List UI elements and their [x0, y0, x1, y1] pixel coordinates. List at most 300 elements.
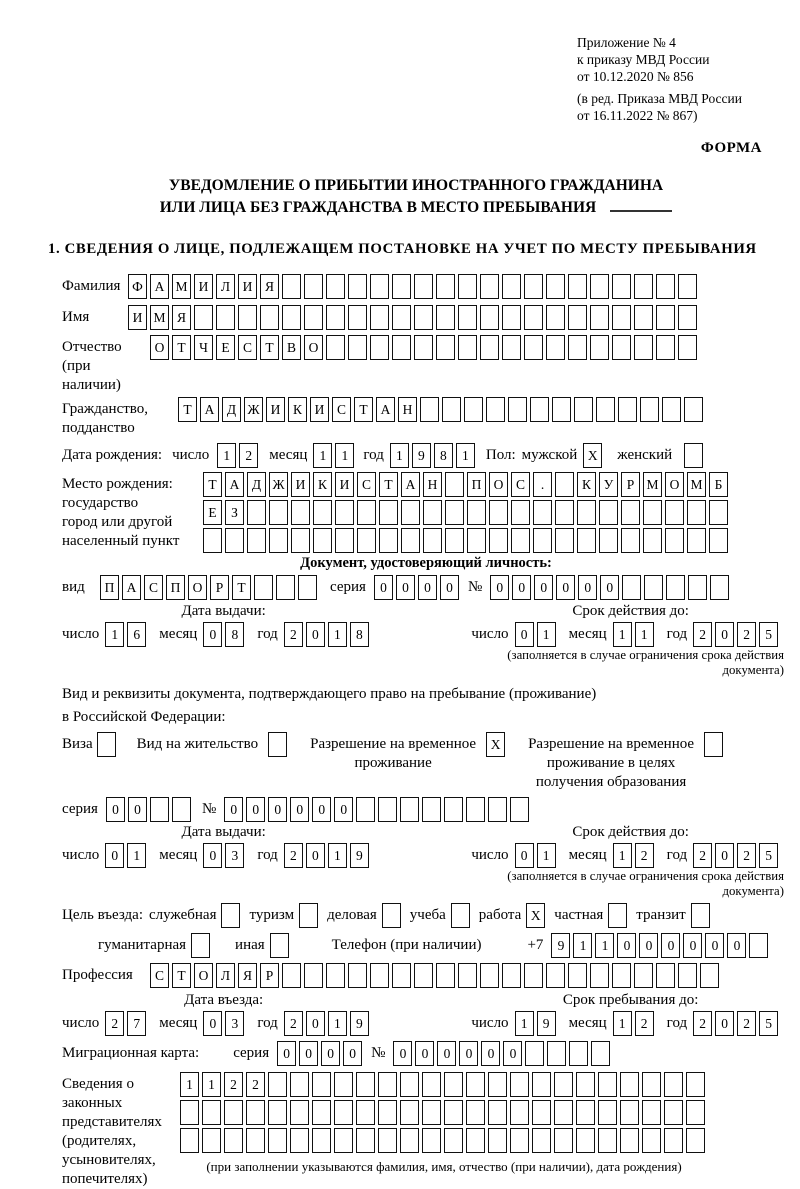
- char-cell[interactable]: [598, 1072, 617, 1097]
- char-cell[interactable]: [532, 1100, 551, 1125]
- char-cell[interactable]: К: [577, 472, 596, 497]
- char-cell[interactable]: [467, 500, 486, 525]
- char-cell[interactable]: А: [150, 274, 169, 299]
- char-cell[interactable]: [348, 335, 367, 360]
- char-cell[interactable]: [392, 274, 411, 299]
- char-cell[interactable]: [590, 963, 609, 988]
- char-cell[interactable]: [574, 397, 593, 422]
- char-cell[interactable]: П: [166, 575, 185, 600]
- char-cell[interactable]: М: [150, 305, 169, 330]
- char-cell[interactable]: С: [144, 575, 163, 600]
- char-cell[interactable]: 5: [759, 843, 778, 868]
- char-cell[interactable]: [488, 1072, 507, 1097]
- char-cell[interactable]: [644, 575, 663, 600]
- char-cell[interactable]: 9: [350, 1011, 369, 1036]
- char-cell[interactable]: [378, 797, 397, 822]
- char-cell[interactable]: Ф: [128, 274, 147, 299]
- char-cell[interactable]: Ж: [244, 397, 263, 422]
- char-cell[interactable]: [260, 305, 279, 330]
- char-cell[interactable]: [370, 305, 389, 330]
- char-cell[interactable]: [568, 274, 587, 299]
- char-cell[interactable]: [268, 1072, 287, 1097]
- char-cell[interactable]: 0: [515, 622, 534, 647]
- char-cell[interactable]: X: [526, 903, 545, 928]
- char-cell[interactable]: [370, 274, 389, 299]
- char-cell[interactable]: [678, 305, 697, 330]
- char-cell[interactable]: 2: [737, 622, 756, 647]
- char-cell[interactable]: [687, 528, 706, 553]
- char-cell[interactable]: [444, 797, 463, 822]
- char-cell[interactable]: [304, 963, 323, 988]
- char-cell[interactable]: [502, 305, 521, 330]
- char-cell[interactable]: [422, 1128, 441, 1153]
- char-cell[interactable]: [180, 1100, 199, 1125]
- char-cell[interactable]: [634, 305, 653, 330]
- char-cell[interactable]: [510, 1128, 529, 1153]
- char-cell[interactable]: [444, 1128, 463, 1153]
- char-cell[interactable]: 9: [412, 443, 431, 468]
- char-cell[interactable]: О: [489, 472, 508, 497]
- char-cell[interactable]: [467, 528, 486, 553]
- char-cell[interactable]: 5: [759, 1011, 778, 1036]
- char-cell[interactable]: [172, 797, 191, 822]
- char-cell[interactable]: Л: [216, 274, 235, 299]
- char-cell[interactable]: [466, 797, 485, 822]
- char-cell[interactable]: О: [150, 335, 169, 360]
- char-cell[interactable]: 0: [437, 1041, 456, 1066]
- char-cell[interactable]: 0: [715, 622, 734, 647]
- char-cell[interactable]: 0: [306, 843, 325, 868]
- char-cell[interactable]: [312, 1128, 331, 1153]
- char-cell[interactable]: [458, 963, 477, 988]
- char-cell[interactable]: 3: [225, 1011, 244, 1036]
- char-cell[interactable]: Я: [238, 963, 257, 988]
- char-cell[interactable]: [547, 1041, 566, 1066]
- char-cell[interactable]: 1: [313, 443, 332, 468]
- char-cell[interactable]: [608, 903, 627, 928]
- char-cell[interactable]: [576, 1128, 595, 1153]
- char-cell[interactable]: [621, 500, 640, 525]
- char-cell[interactable]: 0: [600, 575, 619, 600]
- char-cell[interactable]: [436, 335, 455, 360]
- char-cell[interactable]: [422, 797, 441, 822]
- char-cell[interactable]: 0: [106, 797, 125, 822]
- char-cell[interactable]: [643, 528, 662, 553]
- char-cell[interactable]: 0: [396, 575, 415, 600]
- char-cell[interactable]: [612, 274, 631, 299]
- char-cell[interactable]: [678, 963, 697, 988]
- char-cell[interactable]: [400, 1072, 419, 1097]
- char-cell[interactable]: [422, 1072, 441, 1097]
- char-cell[interactable]: [348, 305, 367, 330]
- char-cell[interactable]: [282, 274, 301, 299]
- char-cell[interactable]: [442, 397, 461, 422]
- char-cell[interactable]: [298, 575, 317, 600]
- char-cell[interactable]: [247, 500, 266, 525]
- char-cell[interactable]: [276, 575, 295, 600]
- char-cell[interactable]: Т: [172, 335, 191, 360]
- char-cell[interactable]: [290, 1072, 309, 1097]
- char-cell[interactable]: [392, 335, 411, 360]
- char-cell[interactable]: 2: [284, 1011, 303, 1036]
- char-cell[interactable]: С: [238, 335, 257, 360]
- char-cell[interactable]: 0: [290, 797, 309, 822]
- char-cell[interactable]: [97, 732, 116, 757]
- char-cell[interactable]: 1: [613, 1011, 632, 1036]
- char-cell[interactable]: [357, 528, 376, 553]
- char-cell[interactable]: [656, 335, 675, 360]
- char-cell[interactable]: [546, 963, 565, 988]
- char-cell[interactable]: [480, 274, 499, 299]
- char-cell[interactable]: [524, 335, 543, 360]
- char-cell[interactable]: Т: [178, 397, 197, 422]
- char-cell[interactable]: 0: [534, 575, 553, 600]
- char-cell[interactable]: [532, 1128, 551, 1153]
- char-cell[interactable]: [665, 528, 684, 553]
- char-cell[interactable]: [444, 1100, 463, 1125]
- char-cell[interactable]: А: [401, 472, 420, 497]
- char-cell[interactable]: [662, 397, 681, 422]
- char-cell[interactable]: [665, 500, 684, 525]
- char-cell[interactable]: 0: [556, 575, 575, 600]
- char-cell[interactable]: [370, 335, 389, 360]
- char-cell[interactable]: 8: [350, 622, 369, 647]
- char-cell[interactable]: 2: [737, 1011, 756, 1036]
- char-cell[interactable]: 0: [617, 933, 636, 958]
- char-cell[interactable]: 0: [105, 843, 124, 868]
- char-cell[interactable]: [664, 1100, 683, 1125]
- char-cell[interactable]: [464, 397, 483, 422]
- char-cell[interactable]: [642, 1100, 661, 1125]
- char-cell[interactable]: 0: [128, 797, 147, 822]
- char-cell[interactable]: [268, 1128, 287, 1153]
- char-cell[interactable]: 1: [515, 1011, 534, 1036]
- char-cell[interactable]: [687, 500, 706, 525]
- char-cell[interactable]: [524, 274, 543, 299]
- char-cell[interactable]: [216, 305, 235, 330]
- char-cell[interactable]: 1: [613, 843, 632, 868]
- char-cell[interactable]: [555, 472, 574, 497]
- char-cell[interactable]: О: [665, 472, 684, 497]
- char-cell[interactable]: 2: [693, 1011, 712, 1036]
- char-cell[interactable]: 2: [693, 843, 712, 868]
- char-cell[interactable]: [634, 335, 653, 360]
- char-cell[interactable]: X: [486, 732, 505, 757]
- char-cell[interactable]: Р: [260, 963, 279, 988]
- char-cell[interactable]: 1: [613, 622, 632, 647]
- char-cell[interactable]: [656, 963, 675, 988]
- char-cell[interactable]: [436, 305, 455, 330]
- char-cell[interactable]: [502, 335, 521, 360]
- char-cell[interactable]: [326, 335, 345, 360]
- char-cell[interactable]: [554, 1128, 573, 1153]
- char-cell[interactable]: [326, 274, 345, 299]
- char-cell[interactable]: И: [194, 274, 213, 299]
- char-cell[interactable]: 9: [537, 1011, 556, 1036]
- char-cell[interactable]: [268, 1100, 287, 1125]
- char-cell[interactable]: [489, 500, 508, 525]
- char-cell[interactable]: [642, 1128, 661, 1153]
- char-cell[interactable]: [348, 963, 367, 988]
- char-cell[interactable]: [370, 963, 389, 988]
- char-cell[interactable]: Е: [216, 335, 235, 360]
- char-cell[interactable]: [510, 1072, 529, 1097]
- char-cell[interactable]: [480, 963, 499, 988]
- char-cell[interactable]: У: [599, 472, 618, 497]
- char-cell[interactable]: 0: [683, 933, 702, 958]
- char-cell[interactable]: [357, 500, 376, 525]
- char-cell[interactable]: [191, 933, 210, 958]
- char-cell[interactable]: [335, 528, 354, 553]
- char-cell[interactable]: 1: [595, 933, 614, 958]
- char-cell[interactable]: [686, 1100, 705, 1125]
- char-cell[interactable]: [552, 397, 571, 422]
- char-cell[interactable]: [684, 443, 703, 468]
- char-cell[interactable]: А: [200, 397, 219, 422]
- char-cell[interactable]: X: [583, 443, 602, 468]
- char-cell[interactable]: [524, 963, 543, 988]
- char-cell[interactable]: И: [128, 305, 147, 330]
- char-cell[interactable]: [269, 528, 288, 553]
- char-cell[interactable]: [488, 797, 507, 822]
- char-cell[interactable]: [480, 305, 499, 330]
- char-cell[interactable]: М: [687, 472, 706, 497]
- char-cell[interactable]: 0: [224, 797, 243, 822]
- char-cell[interactable]: 0: [306, 1011, 325, 1036]
- char-cell[interactable]: [678, 335, 697, 360]
- char-cell[interactable]: Д: [247, 472, 266, 497]
- char-cell[interactable]: 2: [635, 843, 654, 868]
- char-cell[interactable]: [291, 528, 310, 553]
- char-cell[interactable]: 2: [635, 1011, 654, 1036]
- char-cell[interactable]: [530, 397, 549, 422]
- char-cell[interactable]: Б: [709, 472, 728, 497]
- char-cell[interactable]: [451, 903, 470, 928]
- char-cell[interactable]: [664, 1128, 683, 1153]
- char-cell[interactable]: 2: [284, 622, 303, 647]
- char-cell[interactable]: 3: [225, 843, 244, 868]
- char-cell[interactable]: 2: [105, 1011, 124, 1036]
- char-cell[interactable]: [546, 274, 565, 299]
- char-cell[interactable]: [326, 305, 345, 330]
- char-cell[interactable]: [577, 500, 596, 525]
- char-cell[interactable]: [620, 1100, 639, 1125]
- char-cell[interactable]: [684, 397, 703, 422]
- char-cell[interactable]: [511, 500, 530, 525]
- char-cell[interactable]: 0: [715, 1011, 734, 1036]
- char-cell[interactable]: 0: [727, 933, 746, 958]
- char-cell[interactable]: 1: [390, 443, 409, 468]
- char-cell[interactable]: [709, 528, 728, 553]
- char-cell[interactable]: [180, 1128, 199, 1153]
- char-cell[interactable]: 0: [246, 797, 265, 822]
- char-cell[interactable]: [224, 1100, 243, 1125]
- char-cell[interactable]: [268, 732, 287, 757]
- char-cell[interactable]: [414, 963, 433, 988]
- char-cell[interactable]: [642, 1072, 661, 1097]
- char-cell[interactable]: 0: [312, 797, 331, 822]
- char-cell[interactable]: .: [533, 472, 552, 497]
- char-cell[interactable]: 2: [737, 843, 756, 868]
- char-cell[interactable]: [378, 1128, 397, 1153]
- char-cell[interactable]: [643, 500, 662, 525]
- char-cell[interactable]: [282, 305, 301, 330]
- char-cell[interactable]: [511, 528, 530, 553]
- char-cell[interactable]: [334, 1128, 353, 1153]
- char-cell[interactable]: [598, 1100, 617, 1125]
- char-cell[interactable]: [194, 305, 213, 330]
- char-cell[interactable]: [466, 1128, 485, 1153]
- char-cell[interactable]: [221, 903, 240, 928]
- char-cell[interactable]: О: [304, 335, 323, 360]
- char-cell[interactable]: [555, 500, 574, 525]
- char-cell[interactable]: 9: [551, 933, 570, 958]
- char-cell[interactable]: [700, 963, 719, 988]
- char-cell[interactable]: [590, 335, 609, 360]
- char-cell[interactable]: [622, 575, 641, 600]
- char-cell[interactable]: [590, 305, 609, 330]
- char-cell[interactable]: [423, 528, 442, 553]
- char-cell[interactable]: [710, 575, 729, 600]
- char-cell[interactable]: А: [225, 472, 244, 497]
- char-cell[interactable]: [247, 528, 266, 553]
- char-cell[interactable]: В: [282, 335, 301, 360]
- char-cell[interactable]: [546, 335, 565, 360]
- char-cell[interactable]: [422, 1100, 441, 1125]
- char-cell[interactable]: [508, 397, 527, 422]
- char-cell[interactable]: [202, 1100, 221, 1125]
- char-cell[interactable]: [634, 274, 653, 299]
- char-cell[interactable]: [202, 1128, 221, 1153]
- char-cell[interactable]: Ж: [269, 472, 288, 497]
- char-cell[interactable]: [524, 305, 543, 330]
- char-cell[interactable]: [420, 397, 439, 422]
- char-cell[interactable]: [618, 397, 637, 422]
- char-cell[interactable]: Я: [172, 305, 191, 330]
- char-cell[interactable]: [634, 963, 653, 988]
- char-cell[interactable]: 0: [277, 1041, 296, 1066]
- char-cell[interactable]: [291, 500, 310, 525]
- char-cell[interactable]: [414, 305, 433, 330]
- char-cell[interactable]: И: [335, 472, 354, 497]
- char-cell[interactable]: [378, 1072, 397, 1097]
- char-cell[interactable]: [577, 528, 596, 553]
- char-cell[interactable]: Р: [210, 575, 229, 600]
- char-cell[interactable]: 0: [306, 622, 325, 647]
- char-cell[interactable]: 0: [321, 1041, 340, 1066]
- char-cell[interactable]: С: [357, 472, 376, 497]
- char-cell[interactable]: 1: [202, 1072, 221, 1097]
- char-cell[interactable]: [554, 1100, 573, 1125]
- char-cell[interactable]: 0: [203, 843, 222, 868]
- char-cell[interactable]: [458, 335, 477, 360]
- char-cell[interactable]: 0: [203, 1011, 222, 1036]
- char-cell[interactable]: [599, 500, 618, 525]
- char-cell[interactable]: [246, 1100, 265, 1125]
- char-cell[interactable]: 0: [481, 1041, 500, 1066]
- char-cell[interactable]: [238, 305, 257, 330]
- char-cell[interactable]: Т: [172, 963, 191, 988]
- char-cell[interactable]: [686, 1072, 705, 1097]
- char-cell[interactable]: [598, 1128, 617, 1153]
- char-cell[interactable]: [269, 500, 288, 525]
- char-cell[interactable]: [688, 575, 707, 600]
- char-cell[interactable]: [488, 1128, 507, 1153]
- char-cell[interactable]: И: [238, 274, 257, 299]
- char-cell[interactable]: [620, 1072, 639, 1097]
- char-cell[interactable]: 0: [418, 575, 437, 600]
- char-cell[interactable]: Д: [222, 397, 241, 422]
- char-cell[interactable]: 1: [217, 443, 236, 468]
- char-cell[interactable]: [488, 1100, 507, 1125]
- char-cell[interactable]: Н: [423, 472, 442, 497]
- char-cell[interactable]: [392, 305, 411, 330]
- char-cell[interactable]: С: [150, 963, 169, 988]
- char-cell[interactable]: [612, 963, 631, 988]
- char-cell[interactable]: [749, 933, 768, 958]
- char-cell[interactable]: 2: [284, 843, 303, 868]
- char-cell[interactable]: [510, 797, 529, 822]
- char-cell[interactable]: [525, 1041, 544, 1066]
- char-cell[interactable]: [621, 528, 640, 553]
- char-cell[interactable]: 2: [246, 1072, 265, 1097]
- char-cell[interactable]: 2: [224, 1072, 243, 1097]
- char-cell[interactable]: З: [225, 500, 244, 525]
- char-cell[interactable]: Т: [379, 472, 398, 497]
- char-cell[interactable]: [436, 274, 455, 299]
- char-cell[interactable]: 5: [759, 622, 778, 647]
- char-cell[interactable]: [304, 274, 323, 299]
- char-cell[interactable]: [502, 274, 521, 299]
- char-cell[interactable]: [356, 1128, 375, 1153]
- char-cell[interactable]: 7: [127, 1011, 146, 1036]
- char-cell[interactable]: [666, 575, 685, 600]
- char-cell[interactable]: Ч: [194, 335, 213, 360]
- char-cell[interactable]: [709, 500, 728, 525]
- char-cell[interactable]: 1: [537, 622, 556, 647]
- char-cell[interactable]: [489, 528, 508, 553]
- char-cell[interactable]: [326, 963, 345, 988]
- char-cell[interactable]: [436, 963, 455, 988]
- char-cell[interactable]: [596, 397, 615, 422]
- char-cell[interactable]: 1: [105, 622, 124, 647]
- char-cell[interactable]: [599, 528, 618, 553]
- char-cell[interactable]: [502, 963, 521, 988]
- char-cell[interactable]: [414, 335, 433, 360]
- char-cell[interactable]: [612, 305, 631, 330]
- char-cell[interactable]: Т: [203, 472, 222, 497]
- char-cell[interactable]: [568, 305, 587, 330]
- char-cell[interactable]: 8: [225, 622, 244, 647]
- char-cell[interactable]: 0: [705, 933, 724, 958]
- char-cell[interactable]: [620, 1128, 639, 1153]
- char-cell[interactable]: 1: [573, 933, 592, 958]
- char-cell[interactable]: [445, 528, 464, 553]
- char-cell[interactable]: [445, 472, 464, 497]
- char-cell[interactable]: [445, 500, 464, 525]
- char-cell[interactable]: [591, 1041, 610, 1066]
- char-cell[interactable]: Т: [354, 397, 373, 422]
- char-cell[interactable]: 1: [335, 443, 354, 468]
- char-cell[interactable]: [568, 335, 587, 360]
- char-cell[interactable]: [400, 1100, 419, 1125]
- char-cell[interactable]: [664, 1072, 683, 1097]
- char-cell[interactable]: П: [467, 472, 486, 497]
- char-cell[interactable]: [299, 903, 318, 928]
- char-cell[interactable]: 1: [180, 1072, 199, 1097]
- char-cell[interactable]: [546, 305, 565, 330]
- char-cell[interactable]: 0: [415, 1041, 434, 1066]
